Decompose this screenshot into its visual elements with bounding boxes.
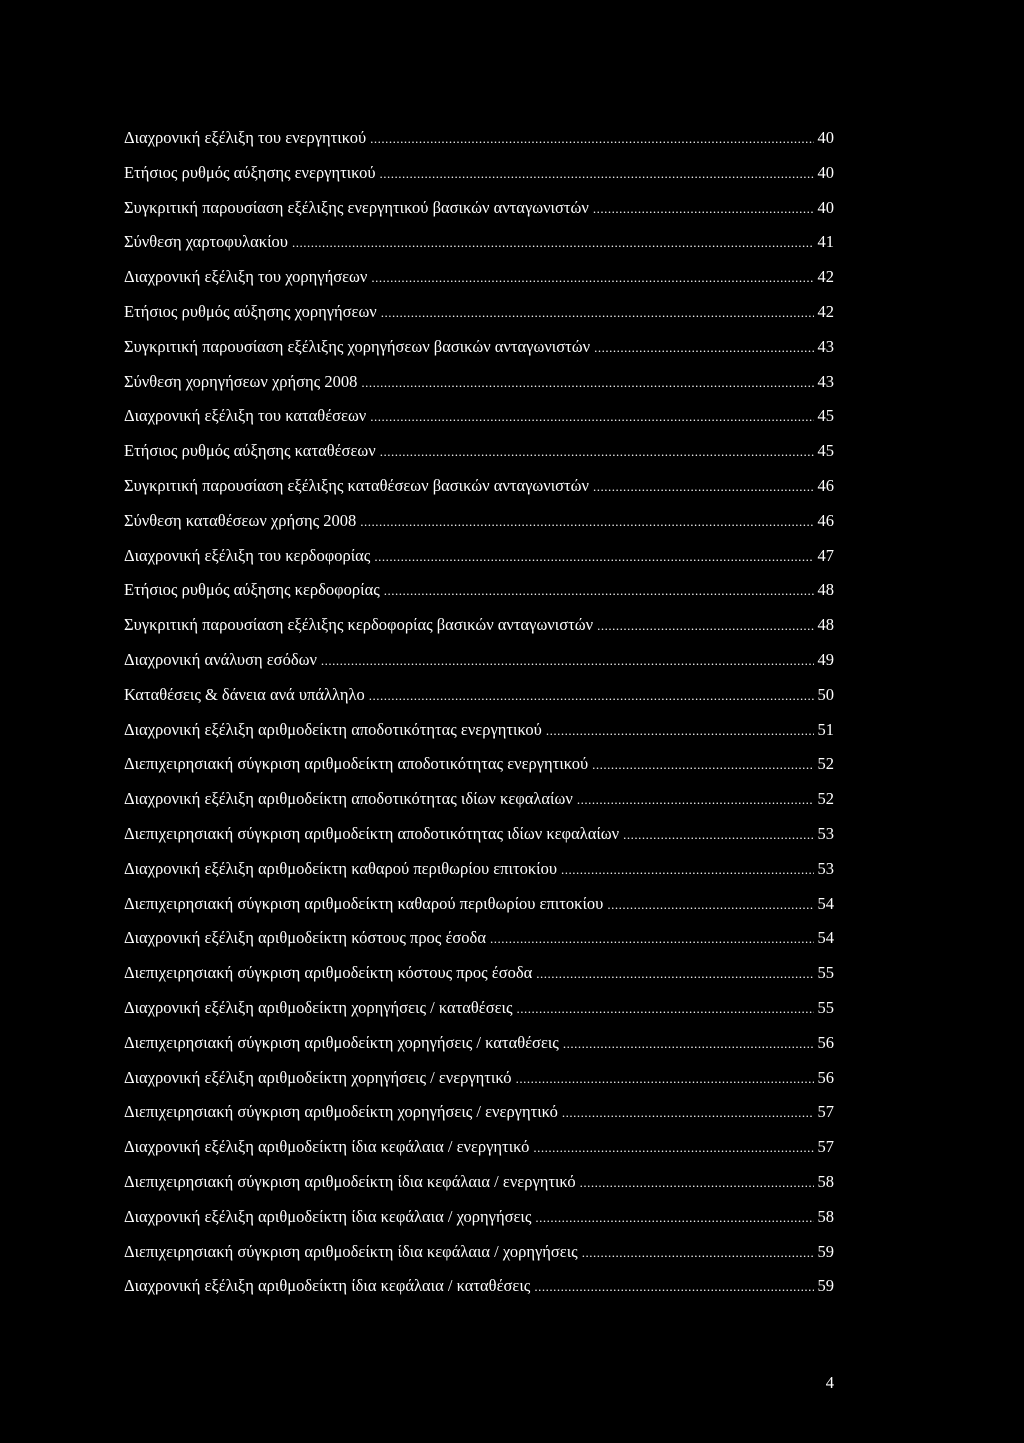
toc-entry[interactable] — [124, 443, 834, 478]
toc-entry-title: Διαχρονική εξέλιξη του χορηγήσεων — [124, 267, 368, 287]
toc-entry-page: 55 — [817, 997, 834, 1017]
toc-entry[interactable] — [124, 1067, 834, 1105]
toc-leader-dots — [490, 932, 814, 945]
toc-leader-dots — [593, 480, 814, 493]
toc-entry[interactable] — [124, 893, 834, 931]
toc-entry[interactable] — [124, 545, 834, 583]
toc-leader-dots — [370, 132, 814, 145]
toc-leader-dots — [370, 410, 814, 423]
toc-leader-dots — [582, 1246, 814, 1259]
toc-leader-dots — [321, 654, 814, 667]
toc-entry[interactable] — [124, 197, 834, 235]
toc-leader-dots — [536, 967, 814, 980]
toc-entry-title: Διαχρονική εξέλιξη αριθμοδείκτη χορηγήσεις / καταθέσεις — [124, 997, 513, 1017]
toc-entry-title: Διαχρονική ανάλυση εσόδων — [124, 649, 317, 669]
toc-entry-page: 45 — [817, 441, 834, 461]
toc-entry-page: 46 — [817, 510, 834, 530]
toc-entry[interactable] — [124, 130, 834, 165]
toc-entry-page: 42 — [817, 267, 834, 287]
toc-leader-dots — [593, 202, 814, 215]
toc-entry-page: 59 — [817, 1241, 834, 1261]
toc-entry-title: Διαχρονική εξέλιξη του κερδοφορίας — [124, 545, 371, 565]
toc-leader-dots — [577, 793, 814, 806]
toc-entry-page: 57 — [817, 1102, 834, 1122]
toc-leader-dots — [594, 341, 814, 354]
toc-entry-title: Διαχρονική εξέλιξη του ενεργητικού — [124, 128, 367, 147]
toc-entry-title: Σύνθεση χορηγήσεων χρήσης 2008 — [124, 371, 358, 391]
toc-entry-page: 50 — [817, 684, 834, 704]
toc-entry[interactable] — [124, 617, 834, 652]
toc-entry-title: Συγκριτική παρουσίαση εξέλιξης κερδοφορίας βασικών ανταγωνιστών — [124, 615, 594, 635]
toc-entry-page: 48 — [817, 580, 834, 600]
toc-entry-title: Διεπιχειρησιακή σύγκριση αριθμοδείκτη αποδοτικότητας ενεργητικού — [124, 754, 589, 774]
toc-entry[interactable] — [124, 930, 834, 965]
toc-entry-page: 57 — [817, 1137, 834, 1157]
toc-entry[interactable] — [124, 1278, 834, 1313]
toc-entry[interactable] — [124, 336, 834, 374]
toc-entry-title: Διεπιχειρησιακή σύγκριση αριθμοδείκτη ίδια κεφάλαια / χορηγήσεις — [124, 1241, 578, 1261]
toc-leader-dots — [369, 689, 814, 702]
toc-entry[interactable] — [124, 1171, 834, 1209]
toc-entry[interactable] — [124, 684, 834, 722]
toc-entry-title: Ετήσιος ρυθμός αύξησης κερδοφορίας — [124, 580, 380, 600]
toc-leader-dots — [371, 271, 814, 284]
toc-leader-dots — [535, 1211, 814, 1224]
toc-leader-dots — [597, 619, 814, 632]
toc-entry-title: Ετήσιος ρυθμός αύξησης καταθέσεων — [124, 441, 376, 461]
table-of-contents — [124, 130, 834, 1313]
toc-entry-page: 43 — [817, 371, 834, 391]
toc-leader-dots — [562, 1106, 814, 1119]
toc-entry[interactable] — [124, 1139, 834, 1174]
toc-leader-dots — [533, 1141, 814, 1154]
toc-entry-title: Σύνθεση καταθέσεων χρήσης 2008 — [124, 510, 357, 530]
toc-entry[interactable] — [124, 301, 834, 339]
toc-entry[interactable] — [124, 649, 834, 687]
toc-entry-title: Συγκριτική παρουσίαση εξέλιξης ενεργητικού βασικών ανταγωνιστών — [124, 197, 589, 217]
toc-entry-page: 45 — [817, 406, 834, 426]
toc-entry-title: Ετήσιος ρυθμός αύξησης ενεργητικού — [124, 162, 376, 182]
toc-entry[interactable] — [124, 269, 834, 304]
toc-leader-dots — [607, 898, 814, 911]
toc-leader-dots — [516, 1072, 814, 1085]
toc-entry-title: Καταθέσεις & δάνεια ανά υπάλληλο — [124, 684, 365, 704]
toc-entry-page: 58 — [817, 1206, 834, 1226]
toc-entry[interactable] — [124, 858, 834, 896]
toc-entry-page: 41 — [817, 232, 834, 252]
toc-entry-page: 40 — [817, 197, 834, 217]
toc-entry-title: Διαχρονική εξέλιξη αριθμοδείκτη αποδοτικότητας ιδίων κεφαλαίων — [124, 789, 573, 809]
toc-entry-title: Σύνθεση χαρτοφυλακίου — [124, 232, 288, 252]
toc-entry-page: 58 — [817, 1171, 834, 1191]
toc-entry-title: Διαχρονική εξέλιξη αριθμοδείκτη αποδοτικότητας ενεργητικού — [124, 719, 542, 739]
toc-entry-page: 52 — [817, 754, 834, 774]
toc-entry-title: Διαχρονική εξέλιξη αριθμοδείκτη καθαρού περιθωρίου επιτοκίου — [124, 858, 557, 878]
toc-entry-title: Διαχρονική εξέλιξη αριθμοδείκτη χορηγήσεις / ενεργητικό — [124, 1067, 512, 1087]
toc-entry-title: Διεπιχειρησιακή σύγκριση αριθμοδείκτη χορηγήσεις / καταθέσεις — [124, 1032, 559, 1052]
toc-entry-title: Διεπιχειρησιακή σύγκριση αριθμοδείκτη αποδοτικότητας ιδίων κεφαλαίων — [124, 823, 620, 843]
toc-leader-dots — [534, 1280, 814, 1293]
toc-entry-title: Συγκριτική παρουσίαση εξέλιξης καταθέσεων βασικών ανταγωνιστών — [124, 475, 589, 495]
toc-leader-dots — [561, 863, 814, 876]
toc-entry-title: Διεπιχειρησιακή σύγκριση αριθμοδείκτη κόστους προς έσοδα — [124, 963, 533, 983]
toc-entry[interactable] — [124, 997, 834, 1035]
toc-entry[interactable] — [124, 823, 834, 861]
toc-entry[interactable] — [124, 756, 834, 791]
toc-entry-page: 56 — [817, 1032, 834, 1052]
toc-entry[interactable] — [124, 719, 834, 757]
toc-leader-dots — [292, 236, 814, 249]
toc-entry[interactable] — [124, 234, 834, 269]
toc-leader-dots — [380, 167, 814, 180]
toc-entry[interactable] — [124, 408, 834, 443]
toc-entry-page: 53 — [817, 823, 834, 843]
toc-leader-dots — [623, 828, 814, 841]
toc-leader-dots — [592, 758, 814, 771]
toc-entry-page: 46 — [817, 475, 834, 495]
toc-entry-page: 48 — [817, 615, 834, 635]
toc-leader-dots — [580, 1176, 814, 1189]
toc-leader-dots — [381, 306, 814, 319]
toc-entry[interactable] — [124, 371, 834, 409]
toc-entry[interactable] — [124, 965, 834, 1000]
toc-leader-dots — [563, 1037, 814, 1050]
toc-entry-title: Διαχρονική εξέλιξη αριθμοδείκτη ίδια κεφάλαια / ενεργητικό — [124, 1137, 530, 1157]
toc-entry-page: 47 — [817, 545, 834, 565]
toc-entry-title: Διεπιχειρησιακή σύγκριση αριθμοδείκτη ίδια κεφάλαια / ενεργητικό — [124, 1171, 576, 1191]
toc-entry[interactable] — [124, 791, 834, 826]
toc-entry-page: 43 — [817, 336, 834, 356]
toc-entry-page: 51 — [817, 719, 834, 739]
toc-entry[interactable] — [124, 510, 834, 548]
toc-entry[interactable] — [124, 1032, 834, 1070]
toc-entry-page: 42 — [817, 301, 834, 321]
toc-entry-title: Διαχρονική εξέλιξη αριθμοδείκτη ίδια κεφάλαια / χορηγήσεις — [124, 1206, 532, 1226]
toc-entry-page: 54 — [817, 893, 834, 913]
toc-entry-page: 59 — [817, 1276, 834, 1296]
toc-entry-title: Διεπιχειρησιακή σύγκριση αριθμοδείκτη χορηγήσεις / ενεργητικό — [124, 1102, 558, 1122]
toc-entry[interactable] — [124, 1104, 834, 1139]
toc-entry-page: 56 — [817, 1067, 834, 1087]
toc-entry-title: Διαχρονική εξέλιξη αριθμοδείκτη ίδια κεφάλαια / καταθέσεις — [124, 1276, 531, 1296]
toc-leader-dots — [546, 724, 814, 737]
toc-entry[interactable] — [124, 475, 834, 513]
toc-entry[interactable] — [124, 162, 834, 200]
page-number: 4 — [825, 1373, 834, 1392]
toc-entry-page: 55 — [817, 963, 834, 983]
toc-entry-page: 49 — [817, 649, 834, 669]
toc-leader-dots — [380, 445, 814, 458]
toc-entry-page: 40 — [817, 128, 834, 147]
toc-leader-dots — [384, 584, 814, 597]
toc-entry-page: 53 — [817, 858, 834, 878]
toc-entry[interactable] — [124, 1206, 834, 1244]
toc-entry-title: Διεπιχειρησιακή σύγκριση αριθμοδείκτη καθαρού περιθωρίου επιτοκίου — [124, 893, 604, 913]
toc-entry-title: Διαχρονική εξέλιξη αριθμοδείκτη κόστους προς έσοδα — [124, 928, 486, 948]
toc-entry[interactable] — [124, 1241, 834, 1279]
toc-entry[interactable] — [124, 582, 834, 617]
toc-leader-dots — [361, 376, 814, 389]
toc-entry-title: Ετήσιος ρυθμός αύξησης χορηγήσεων — [124, 301, 377, 321]
toc-entry-title: Διαχρονική εξέλιξη του καταθέσεων — [124, 406, 367, 426]
toc-leader-dots — [517, 1002, 814, 1015]
toc-entry-page: 52 — [817, 789, 834, 809]
toc-leader-dots — [360, 515, 814, 528]
toc-entry-title: Συγκριτική παρουσίαση εξέλιξης χορηγήσεων βασικών ανταγωνιστών — [124, 336, 591, 356]
toc-leader-dots — [374, 550, 814, 563]
toc-entry-page: 40 — [817, 162, 834, 182]
toc-entry-page: 54 — [817, 928, 834, 948]
